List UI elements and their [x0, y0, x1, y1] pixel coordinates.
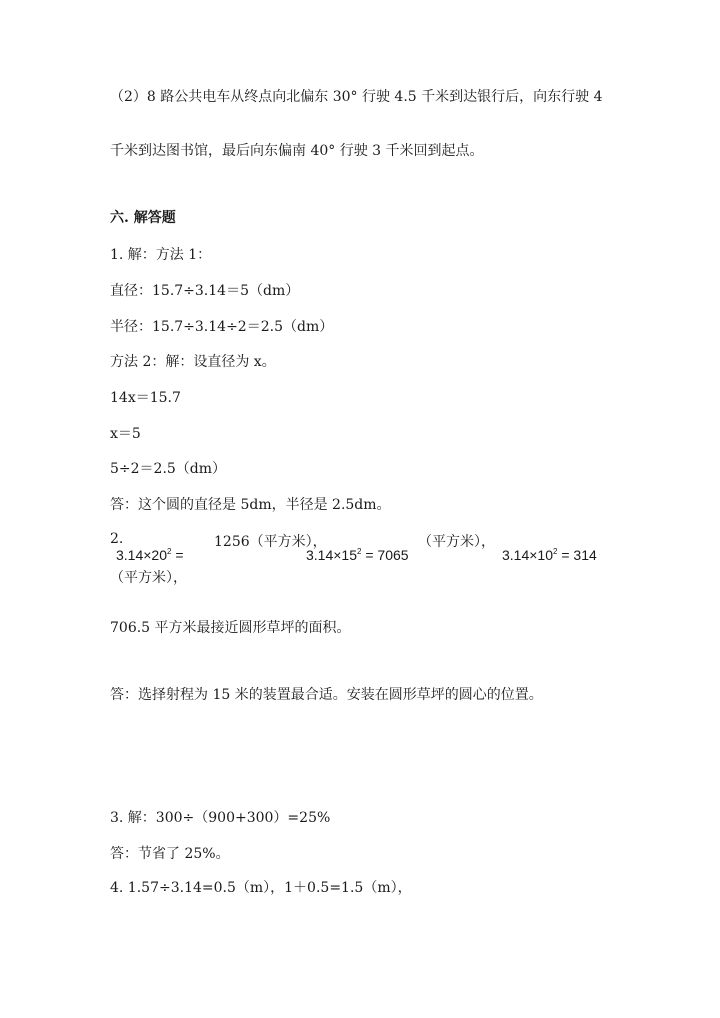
q1-line3: 半径：15.7÷3.14÷2＝2.5（dm） [110, 319, 334, 335]
q1-line4: 方法 2：解：设直径为 x。 [110, 354, 276, 370]
section6-heading: 六. 解答题 [110, 210, 176, 226]
q3-answer: 答：节省了 25%。 [110, 846, 230, 862]
q1-line1: 1. 解：方法 1： [110, 247, 212, 263]
q4-line1: 4. 1.57÷3.14=0.5（m），1＋0.5=1.5（m）， [110, 880, 412, 896]
q2-text-c: （平方米）， [110, 570, 187, 586]
q2-formula-3: $3.14\times 10^2 = 314$ [502, 547, 597, 563]
q2-text-b: （平方米）， [418, 534, 495, 550]
section5-line1: （2）8 路公共电车从终点向北偏东 30° 行驶 4.5 千米到达银行后，向东行驶 4 [110, 89, 603, 105]
q2-number: 2. [110, 531, 124, 547]
q2-formula-2: $3.14\times 15^2 = 7065$ [306, 547, 409, 563]
q1-line6: x＝5 [110, 426, 141, 442]
q2-answer: 答：选择射程为 15 米的装置最合适。安装在圆形草坪的圆心的位置。 [110, 687, 543, 703]
q1-answer: 答：这个圆的直径是 5dm，半径是 2.5dm。 [110, 497, 391, 513]
section5-line2: 千米到达图书馆，最后向东偏南 40° 行驶 3 千米回到起点。 [110, 143, 484, 159]
q2-formula-1: $3.14\times 20^2$ = [116, 547, 184, 563]
q2-line2: 706.5 平方米最接近圆形草坪的面积。 [110, 620, 351, 636]
q2-text-a: 1256（平方米）， [214, 534, 327, 550]
q1-line5: 14x＝15.7 [110, 390, 181, 406]
q3-line1: 3. 解：300÷（900+300）=25% [110, 810, 331, 826]
q1-line7: 5÷2＝2.5（dm） [110, 461, 227, 477]
q1-line2: 直径：15.7÷3.14＝5（dm） [110, 283, 300, 299]
